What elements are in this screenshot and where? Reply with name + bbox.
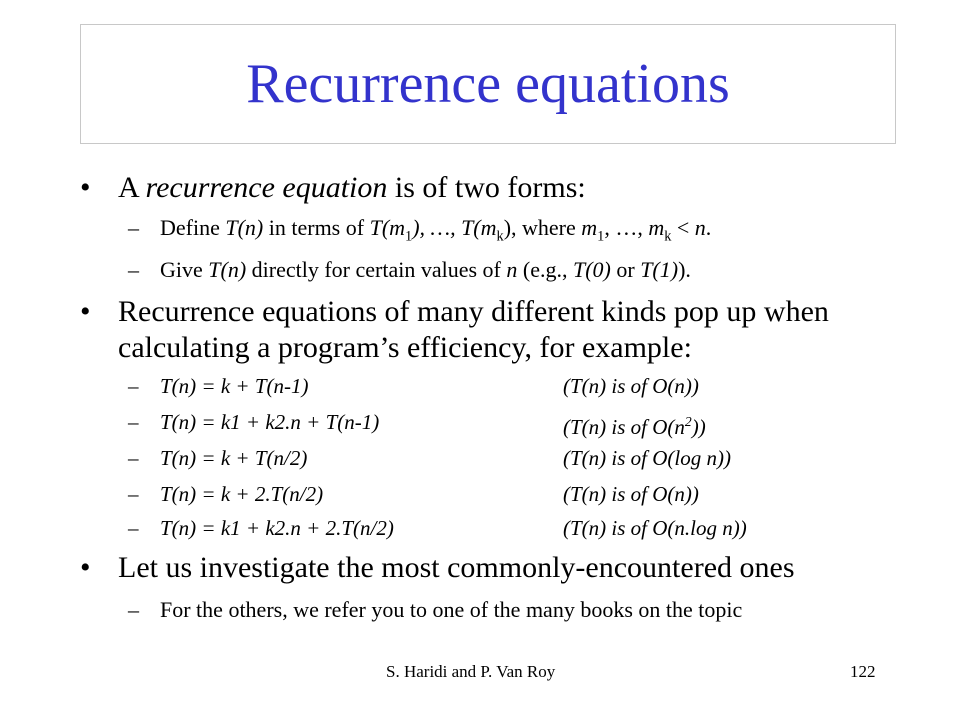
title-box [80, 24, 896, 144]
bullet-icon: • [80, 295, 91, 328]
example-row [128, 514, 747, 542]
bullet-many-kinds [80, 294, 898, 366]
example-rhs: (T(n) is of O(n)) [563, 482, 699, 506]
example-lhs: T(n) = k + T(n-1) [160, 374, 309, 398]
example-rhs: (T(n) is of O(n.log n)) [563, 516, 747, 540]
bullet-recurrence-definition [80, 170, 898, 206]
page-number: 122 [850, 662, 876, 681]
slide-title: Recurrence equations [246, 53, 730, 115]
bullet-icon: • [80, 551, 91, 584]
example-rhs: (T(n) is of O(log n)) [563, 446, 731, 470]
footer-authors: S. Haridi and P. Van Roy [386, 662, 556, 681]
dash-icon: – [128, 482, 139, 506]
example-lhs: T(n) = k1 + k2.n + T(n-1) [160, 410, 380, 434]
example-row [128, 408, 706, 439]
dash-icon: – [128, 215, 139, 240]
sub-bullet-others: – For the others, we refer you to one of the many books on the topic [128, 597, 743, 622]
example-lhs: T(n) = k + T(n/2) [160, 446, 308, 470]
example-rhs: (T(n) is of $O(n^2)$) [563, 414, 706, 439]
dash-icon: – [128, 257, 139, 282]
sub-bullet-define: – Define T(n) in terms of $T(m_1)$, …, $T(m_k)$, where $m_1$, …, $m_k < n$. [128, 215, 712, 245]
bullet-icon: • [80, 171, 91, 204]
dash-icon: – [128, 446, 139, 470]
example-row [128, 444, 731, 472]
dash-icon: – [128, 516, 139, 540]
example-lhs: T(n) = k1 + k2.n + 2.T(n/2) [160, 516, 394, 540]
example-rhs: (T(n) is of O(n)) [563, 374, 699, 398]
bullet-text: Recurrence equations of many different kinds pop up when calculating a program’s efficiency, for example: [118, 295, 829, 364]
example-row [128, 480, 699, 508]
bullet-text: Let us investigate the most commonly-encountered ones [118, 551, 795, 584]
sub-bullet-give: – Give T(n) directly for certain values of n (e.g., T(0) or T(1)). [128, 257, 691, 282]
dash-icon: – [128, 410, 139, 434]
example-lhs: T(n) = k + 2.T(n/2) [160, 482, 324, 506]
bullet-text: A recurrence equation is of two forms: [118, 171, 586, 204]
example-row [128, 372, 699, 400]
bullet-investigate [80, 550, 898, 586]
dash-icon: – [128, 374, 139, 398]
dash-icon: – [128, 597, 139, 622]
